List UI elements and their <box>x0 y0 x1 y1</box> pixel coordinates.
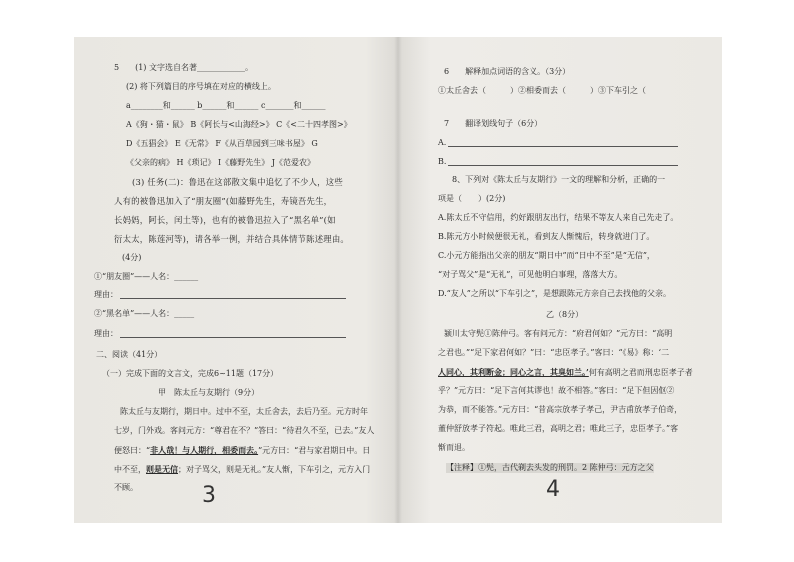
question-5-3-line-1: (3) 任务(二)：鲁迅在这部散文集中追忆了不少人，这些 <box>132 177 343 187</box>
blacklist-answer: ②“黑名单”——人名：_____ <box>94 309 195 318</box>
question-7: 7 翻译划线句子（6分） <box>444 119 543 128</box>
section-reading-heading: 二、阅读（41分） <box>96 350 163 359</box>
question-8-option-b: B.陈元方小时候便很无礼，看到友人惭愧后，转身就进门了。 <box>438 232 655 241</box>
translate-line-b <box>448 165 678 166</box>
answer-line-2 <box>120 337 346 338</box>
question-8-stem-end: 项是（ ）(2分) <box>438 194 506 203</box>
question-5-2: (2) 将下列篇目的序号填在对应的横线上。 <box>126 82 276 91</box>
question-5: 5 (1) 文字选自名著____________。 <box>114 63 253 72</box>
passage-jia-line-5: 不顾。 <box>114 483 138 492</box>
question-6: 6 解释加点词语的含义。（3分） <box>444 67 571 76</box>
friend-circle-answer: ①“朋友圈”——人名：______ <box>94 272 199 281</box>
option-row-2: D《五猖会》 E《无常》 F《从百草园到三味书屋》 G <box>126 139 318 148</box>
page-left <box>74 37 398 523</box>
passage-yi-line-7: 惭而退。 <box>438 443 470 452</box>
passage-yi-line-6: 董仲舒放孝子符起。唯此三君，高明之君；唯此三子，忠臣孝子。”客 <box>438 424 679 433</box>
blank-row: a________和______ b______和______ c_______和______ <box>126 101 326 110</box>
passage-yi-line-1: 颍川太守髡①陈仲弓。客有问元方：“府君何如？”元方曰：“高明 <box>444 329 673 338</box>
question-6-blanks: ①太丘舍去（ ）②相委而去（ ）③下车引之（ <box>438 86 646 95</box>
reason-label-2: 理由： <box>94 329 118 338</box>
passage-jia-line-2: 七岁，门外戏。客问元方：“尊君在不？”答曰：“待君久不至，已去。”友人 <box>114 426 375 435</box>
passage-yi-line-5: 为恭，而不能答。”元方曰：“昔高宗放孝子孝己，尹吉甫放孝子伯奇， <box>438 405 683 414</box>
translate-line-a <box>448 146 678 147</box>
passage-yi-line-4: 乎？”元方曰：“足下言何其谬也！故不相答。”客曰：“足下但因伛② <box>438 386 675 395</box>
question-8-option-d: D.“友人”之所以“下车引之”，是想跟陈元方亲自己去找他的父亲。 <box>438 289 672 298</box>
passage-jia-line-3: 便怒曰：“非人哉！与人期行，相委而去。”元方曰：“君与家君期日中。日 <box>114 445 371 455</box>
passage-yi-title: 乙（8分） <box>546 310 584 319</box>
underlined-sentence-b: 则是无信 <box>146 464 178 474</box>
underlined-sentence-c: 人同心，其利断金；同心之言，其臭如兰。’ <box>438 367 589 377</box>
question-7-a: A. <box>438 138 447 147</box>
option-row-1: A《狗・猫・鼠》 B《阿长与<山海经>》 C《<二十四孝图>》 <box>126 120 352 129</box>
page-number-left: 3 <box>202 483 216 508</box>
option-row-3: 《父亲的病》 H《琐记》 I《藤野先生》 J《范爱农》 <box>126 158 315 167</box>
passage-jia-title: 甲 陈太丘与友期行（9分） <box>158 388 260 397</box>
passage-jia-line-1: 陈太丘与友期行，期日中。过中不至，太丘舍去，去后乃至。元方时年 <box>120 407 368 416</box>
question-5-3-line-2: 人有的被鲁迅加入了“朋友圈”(如藤野先生，寿镜吾先生， <box>114 196 333 206</box>
classical-text-instruction: （一）完成下面的文言文，完成6~11题（17分） <box>102 369 279 378</box>
underlined-sentence-a: 非人哉！与人期行，相委而去。 <box>150 445 259 455</box>
page-number-right: 4 <box>546 477 560 502</box>
question-5-3-line-3: 长妈妈，阿长，闰土等)，也有的被鲁迅拉入了“黑名单”(如 <box>114 215 336 225</box>
question-5-3-points: (4分) <box>122 253 142 262</box>
question-8-option-a: A.陈太丘不守信用，约好跟朋友出行，结果不等友人来自己先走了。 <box>438 213 679 222</box>
passage-jia-line-4: 中不至，则是无信；对子骂父，则是无礼。”友人惭，下车引之，元方入门 <box>114 464 371 474</box>
passage-yi-line-2: 之君也。”“足下家君何如？”曰：“忠臣孝子。”客曰：“《易》称：‘二 <box>438 348 670 357</box>
passage-yi-line-3: 人同心，其利断金；同心之言，其臭如兰。’何有高明之君而刑忠臣孝子者 <box>438 367 693 377</box>
question-8-option-c-2: “对子骂父”是“无礼”，可见他明白事理，落落大方。 <box>438 270 623 279</box>
question-8-option-c-1: C.小元方能指出父亲的朋友“期日中”而“日中不至”是“无信”， <box>438 251 655 260</box>
question-7-b: B. <box>438 157 447 166</box>
answer-line-1 <box>120 298 346 299</box>
question-8: 8、下列对《陈太丘与友期行》一文的理解和分析，正确的一 <box>452 175 666 184</box>
page-right <box>398 37 722 523</box>
annotation-note: 【注释】①髡，古代剃去头发的刑罚。2 陈仲弓：元方之父 <box>446 463 654 472</box>
question-5-3-line-4: 衍太太，陈莲河等)，请各举一例，并结合具体情节陈述理由。 <box>114 234 349 244</box>
reason-label-1: 理由： <box>94 290 118 299</box>
